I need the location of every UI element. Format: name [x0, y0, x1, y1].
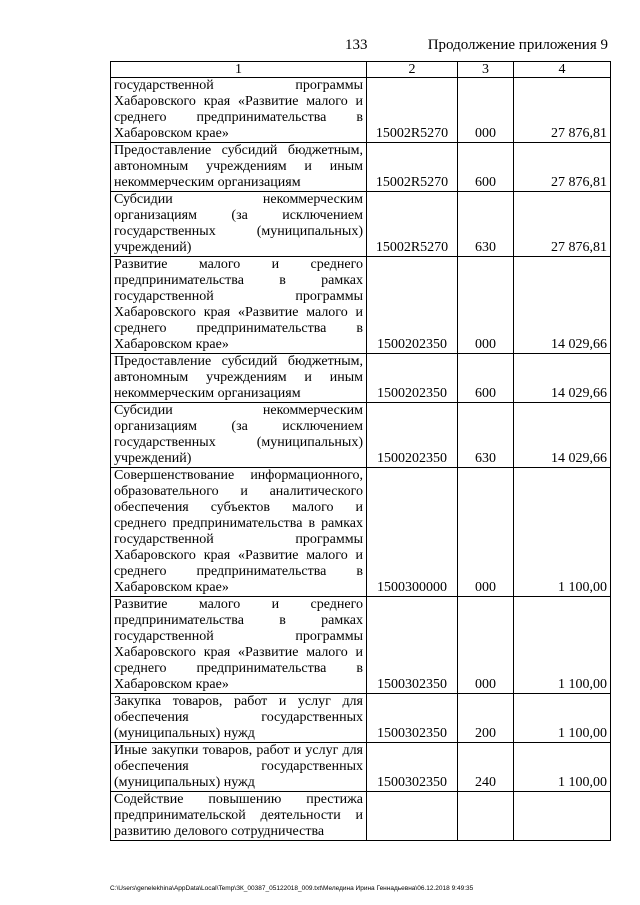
budget-table — [110, 61, 611, 841]
column-header-4: 4 — [514, 62, 611, 78]
table-row — [111, 694, 611, 743]
target-article-code-cell: 1500302350 — [367, 694, 458, 743]
expense-name-line: среднего предпринимательства в — [114, 564, 363, 579]
table-row — [111, 192, 611, 257]
target-article-code-cell: 1500202350 — [367, 354, 458, 403]
expense-name-line: (муниципальных) нужд — [114, 726, 255, 741]
expense-type-code-cell: 630 — [458, 403, 514, 468]
column-numbers-row — [111, 62, 611, 78]
expense-name-line: развитию делового сотрудничества — [114, 824, 325, 839]
amount-cell: 1 100,00 — [514, 468, 611, 597]
table-row — [111, 354, 611, 403]
table-row — [111, 143, 611, 192]
expense-name-line: среднего предпринимательства в — [114, 661, 363, 676]
expense-type-code-cell: 200 — [458, 694, 514, 743]
expense-name-line: Хабаровском крае» — [114, 337, 229, 352]
expense-name-line: Субсидии некоммерческим — [114, 403, 363, 418]
expense-name-line: некоммерческим организациям — [114, 386, 301, 401]
column-header-3: 3 — [458, 62, 514, 78]
expense-name-cell — [111, 694, 367, 743]
target-article-code-cell: 1500202350 — [367, 257, 458, 354]
expense-name-line: Развитие малого и среднего — [114, 257, 363, 272]
expense-name-cell — [111, 257, 367, 354]
expense-name-line: Содействие повышению престижа — [114, 792, 363, 807]
expense-name-line: Иные закупки товаров, работ и услуг для — [114, 743, 363, 758]
expense-name-line: государственной программы — [114, 78, 363, 93]
expense-name-cell — [111, 354, 367, 403]
table-row — [111, 743, 611, 792]
amount-cell: 14 029,66 — [514, 403, 611, 468]
expense-name-line: государственных (муниципальных) — [114, 224, 363, 239]
expense-name-line: Хабаровском крае» — [114, 580, 229, 595]
expense-name-cell — [111, 597, 367, 694]
expense-name-line: организациям (за исключением — [114, 419, 363, 434]
expense-name-line: некоммерческим организациям — [114, 175, 301, 190]
expense-name-cell — [111, 743, 367, 792]
expense-name-cell — [111, 143, 367, 192]
amount-cell: 1 100,00 — [514, 597, 611, 694]
expense-name-line: образовательного и аналитического — [114, 484, 363, 499]
expense-name-line: Совершенствование информационного, — [114, 468, 363, 483]
amount-cell — [514, 792, 611, 841]
expense-name-line: предпринимательства в рамках — [114, 273, 363, 288]
expense-name-line: Хабаровском крае» — [114, 126, 229, 141]
expense-name-cell — [111, 403, 367, 468]
page-number: 133 — [345, 37, 368, 53]
expense-name-line: обеспечения государственных — [114, 759, 363, 774]
amount-cell: 14 029,66 — [514, 257, 611, 354]
table-row — [111, 257, 611, 354]
expense-type-code-cell: 000 — [458, 78, 514, 143]
expense-name-line: государственной программы — [114, 289, 363, 304]
expense-name-line: предпринимательской деятельности и — [114, 808, 363, 823]
expense-name-cell — [111, 78, 367, 143]
expense-name-line: государственной программы — [114, 532, 363, 547]
appendix-continuation-label: Продолжение приложения 9 — [427, 37, 608, 53]
target-article-code-cell: 1500302350 — [367, 743, 458, 792]
expense-name-line: автономным учреждениям и иным — [114, 370, 363, 385]
target-article-code-cell: 15002R5270 — [367, 78, 458, 143]
expense-name-line: Закупка товаров, работ и услуг для — [114, 694, 363, 709]
expense-type-code-cell: 000 — [458, 597, 514, 694]
table-row — [111, 597, 611, 694]
expense-name-cell — [111, 192, 367, 257]
expense-name-line: Хабаровского края «Развитие малого и — [114, 305, 363, 320]
expense-type-code-cell: 240 — [458, 743, 514, 792]
expense-type-code-cell: 000 — [458, 257, 514, 354]
expense-name-line: Субсидии некоммерческим — [114, 192, 363, 207]
expense-name-line: (муниципальных) нужд — [114, 775, 255, 790]
target-article-code-cell: 1500300000 — [367, 468, 458, 597]
expense-name-line: Развитие малого и среднего — [114, 597, 363, 612]
amount-cell: 1 100,00 — [514, 694, 611, 743]
expense-name-line: среднего предпринимательства в рамках — [114, 516, 363, 531]
expense-name-line: государственных (муниципальных) — [114, 435, 363, 450]
expense-name-line: Хабаровского края «Развитие малого и — [114, 94, 363, 109]
expense-name-line: среднего предпринимательства в — [114, 110, 363, 125]
expense-name-line: автономным учреждениям и иным — [114, 159, 363, 174]
table-row — [111, 403, 611, 468]
expense-name-line: государственной программы — [114, 629, 363, 644]
expense-name-line: обеспечения субъектов малого и — [114, 500, 363, 515]
expense-name-line: учреждений) — [114, 240, 192, 255]
expense-type-code-cell: 600 — [458, 354, 514, 403]
amount-cell: 27 876,81 — [514, 192, 611, 257]
expense-name-line: Предоставление субсидий бюджетным, — [114, 354, 363, 369]
column-header-1: 1 — [111, 62, 367, 78]
table-row — [111, 468, 611, 597]
expense-name-line: организациям (за исключением — [114, 208, 363, 223]
expense-name-line: среднего предпринимательства в — [114, 321, 363, 336]
column-header-2: 2 — [367, 62, 458, 78]
expense-name-line: обеспечения государственных — [114, 710, 363, 725]
expense-name-cell — [111, 792, 367, 841]
expense-name-line: Предоставление субсидий бюджетным, — [114, 143, 363, 158]
table-row — [111, 792, 611, 841]
target-article-code-cell: 15002R5270 — [367, 192, 458, 257]
target-article-code-cell: 15002R5270 — [367, 143, 458, 192]
expense-type-code-cell — [458, 792, 514, 841]
amount-cell: 27 876,81 — [514, 143, 611, 192]
amount-cell: 27 876,81 — [514, 78, 611, 143]
target-article-code-cell: 1500202350 — [367, 403, 458, 468]
expense-name-line: Хабаровского края «Развитие малого и — [114, 548, 363, 563]
target-article-code-cell: 1500302350 — [367, 597, 458, 694]
expense-type-code-cell: 600 — [458, 143, 514, 192]
expense-type-code-cell: 000 — [458, 468, 514, 597]
expense-name-line: Хабаровском крае» — [114, 677, 229, 692]
expense-name-cell — [111, 468, 367, 597]
document-path-footer: C:\Users\genelekhina\AppData\Local\Temp\ЗК_00387_05122018_009.txt\Меледина Ирина Геннадьевна\06.12.2018 9:49:35 — [110, 885, 474, 892]
expense-type-code-cell: 630 — [458, 192, 514, 257]
amount-cell: 1 100,00 — [514, 743, 611, 792]
table-body — [111, 78, 611, 841]
expense-name-line: предпринимательства в рамках — [114, 613, 363, 628]
amount-cell: 14 029,66 — [514, 354, 611, 403]
expense-name-line: Хабаровского края «Развитие малого и — [114, 645, 363, 660]
expense-name-line: учреждений) — [114, 451, 192, 466]
target-article-code-cell — [367, 792, 458, 841]
table-row — [111, 78, 611, 143]
